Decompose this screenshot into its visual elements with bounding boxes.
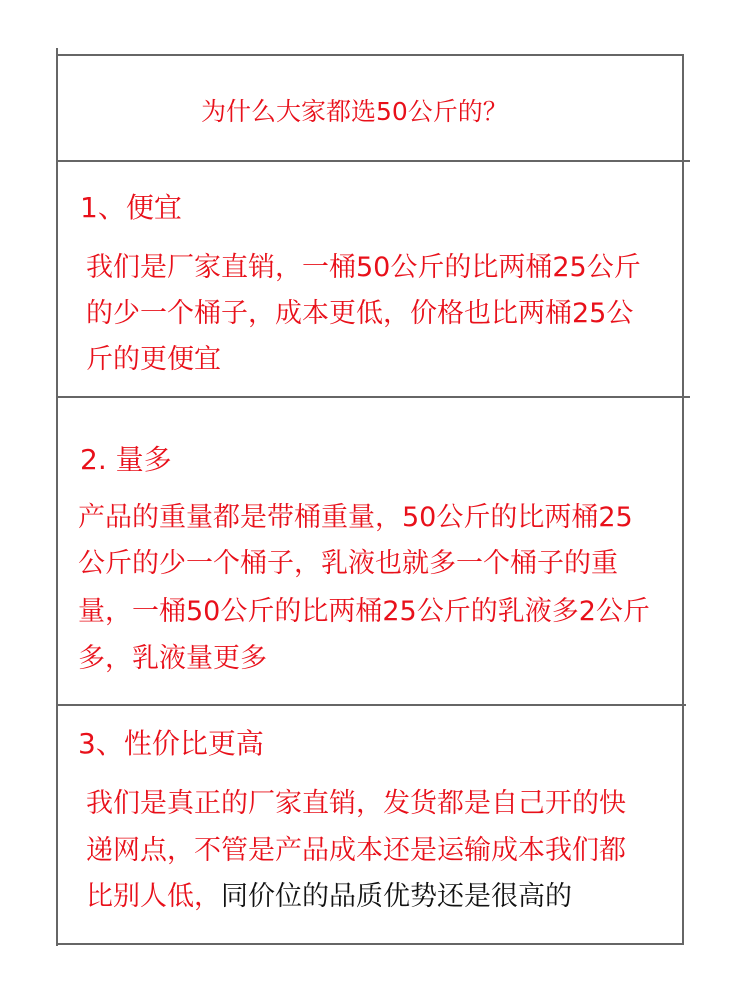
section-3-line-1: 我们是真正的厂家直销，发货都是自己开的快 <box>86 788 626 819</box>
row-divider-1 <box>56 160 690 162</box>
section-2-line-4: 多，乳液量更多 <box>78 643 267 674</box>
table-top-border <box>56 54 684 56</box>
section-2-line-2: 公斤的少一个桶子，乳液也就多一个桶子的重 <box>78 548 618 579</box>
section-2-line-3: 量，一桶50公斤的比两桶25公斤的乳液多2公斤 <box>78 596 650 627</box>
table-left-border <box>56 48 58 946</box>
section-3-line-3-black: 同价位的品质优势还是很高的 <box>221 881 572 912</box>
table-bottom-border <box>56 943 684 945</box>
table-right-border <box>682 55 684 945</box>
section-2-heading: 2. 量多 <box>80 443 172 476</box>
section-3-line-3 <box>86 883 572 910</box>
row-divider-2 <box>56 396 690 398</box>
section-1-line-1: 我们是厂家直销，一桶50公斤的比两桶25公斤 <box>86 252 641 283</box>
section-1-line-2: 的少一个桶子，成本更低，价格也比两桶25公 <box>86 298 634 329</box>
section-1-heading: 1、便宜 <box>80 191 182 224</box>
section-1-line-3: 斤的更便宜 <box>86 344 221 375</box>
section-3-line-3-red: 比别人低， <box>86 881 221 912</box>
page-title: 为什么大家都选50公斤的？ <box>201 97 508 126</box>
row-divider-3 <box>56 704 686 706</box>
section-3-line-2: 递网点，不管是产品成本还是运输成本我们都 <box>86 835 626 866</box>
section-2-line-1: 产品的重量都是带桶重量，50公斤的比两桶25 <box>78 502 633 533</box>
section-3-heading: 3、性价比更高 <box>78 727 264 760</box>
